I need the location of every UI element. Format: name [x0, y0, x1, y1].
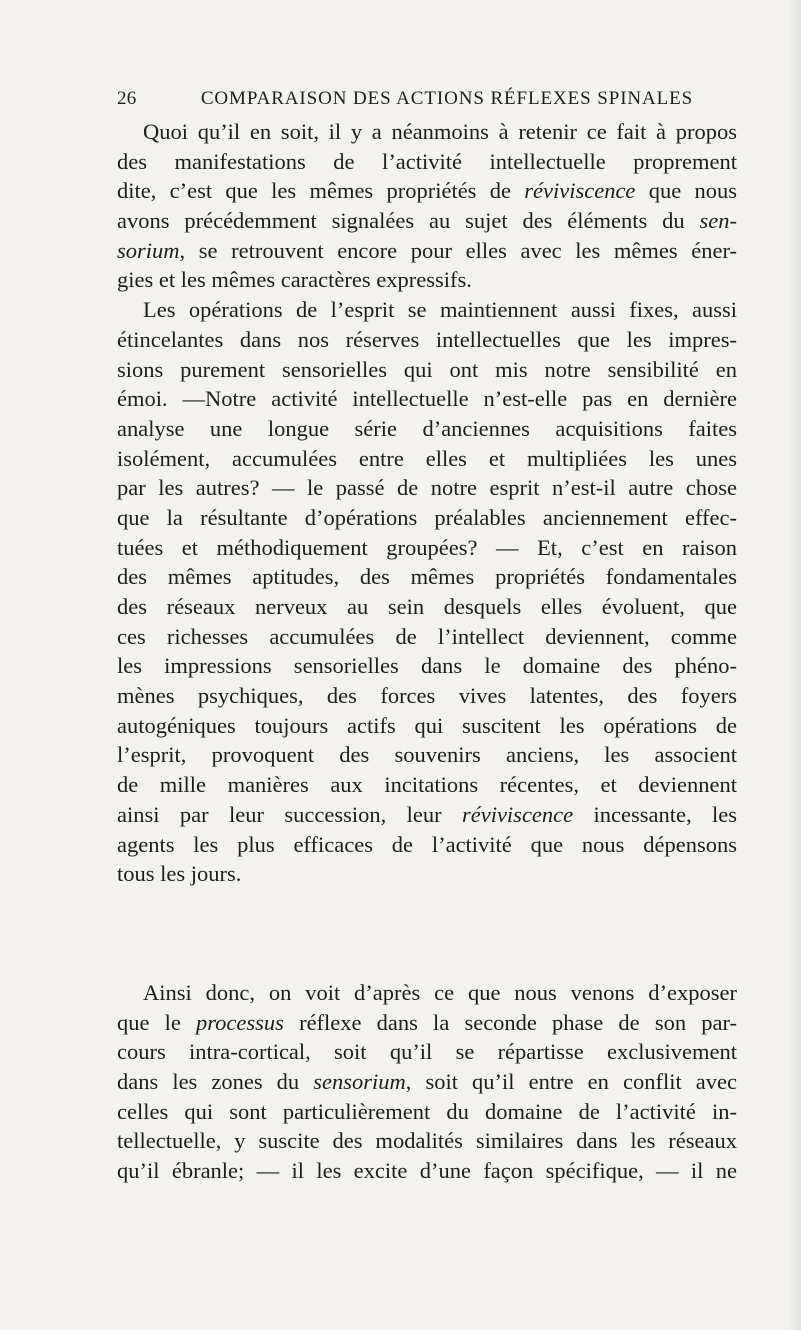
text-line: [117, 444, 737, 474]
text-line: [117, 800, 737, 830]
text-run: l’esprit, provoquent des souvenirs anciens, les associent: [117, 742, 737, 768]
text-run: agents les plus efficaces de l’activité que nous dépensons: [117, 831, 737, 857]
text-line: [117, 978, 737, 1008]
text-run: cours intra-cortical, soit qu’il se répartisse exclusivement: [117, 1039, 737, 1065]
text-line: [117, 1037, 737, 1067]
text-line: [117, 740, 737, 770]
text-run: des réseaux nerveux au sein desquels elles évoluent, que: [117, 594, 737, 619]
text-line: [117, 1097, 737, 1127]
text-run: gies et les mêmes caractères expressifs.: [117, 267, 472, 293]
italic-term: processus: [196, 1009, 284, 1035]
text-run: tuées et méthodiquement groupées? — Et, c’est en raison: [117, 534, 737, 560]
text-run: sions purement sensorielles qui ont mis notre sensibilité en: [117, 356, 737, 382]
page-header: [117, 88, 737, 114]
italic-term: sensorium: [313, 1069, 406, 1095]
text-run: émoi. —Notre activité intellectuelle n’est-elle pas en dernière: [117, 386, 737, 412]
text-run: , se retrouvent encore pour elles avec les mêmes éner-: [179, 237, 737, 263]
text-run: incessante, les: [573, 801, 737, 827]
text-line: [117, 206, 737, 236]
paragraph: [117, 978, 737, 1186]
text-run: ces richesses accumulées de l’intellect deviennent, comme: [117, 623, 737, 649]
text-line: [117, 1067, 737, 1097]
text-run: isolément, accumulées entre elles et multipliées les unes: [117, 445, 737, 471]
text-run: Ainsi donc, on voit d’après ce que nous venons d’exposer: [143, 980, 737, 1005]
running-title: COMPARAISON DES ACTIONS RÉFLEXES SPINALES: [200, 88, 694, 109]
text-line: [117, 1008, 737, 1038]
text-run: des manifestations de l’activité intellectuelle proprement: [117, 148, 737, 174]
text-line: [117, 533, 737, 563]
text-run: que la résultante d’opérations préalables anciennement effec-: [117, 504, 737, 530]
page-number: 26: [117, 88, 137, 109]
text-line: [117, 622, 737, 652]
text-line: [117, 355, 737, 385]
text-run: mènes psychiques, des forces vives latentes, des foyers: [117, 683, 737, 709]
body-text-lower: [117, 978, 737, 1186]
text-line: [117, 147, 737, 177]
text-run: dite, c’est que les mêmes propriétés de: [117, 178, 525, 204]
text-line: [117, 681, 737, 711]
text-run: étincelantes dans nos réserves intellectuelles que les impres-: [117, 326, 737, 352]
text-run: , soit qu’il entre en conflit avec: [405, 1069, 737, 1095]
text-line: [117, 384, 737, 414]
italic-term: sorium: [117, 237, 180, 263]
text-line: [117, 1156, 737, 1186]
italic-term: réviviscence: [524, 178, 636, 204]
text-run: par les autres? — le passé de notre esprit n’est-il autre chose: [117, 475, 737, 501]
text-run: Les opérations de l’esprit se maintiennent aussi fixes, aussi: [143, 297, 737, 323]
text-line: [117, 325, 737, 355]
text-line: [117, 770, 737, 800]
text-line: [117, 651, 737, 681]
italic-term: sen-: [699, 208, 737, 234]
text-line: [117, 859, 737, 889]
body-text-upper: [117, 117, 737, 889]
text-run: que le: [117, 1009, 197, 1035]
text-line: [117, 1126, 737, 1156]
text-line: [117, 473, 737, 503]
text-run: que nous: [635, 178, 737, 204]
text-run: celles qui sont particulièrement du domaine de l’activité in-: [117, 1098, 737, 1124]
paragraph: [117, 117, 737, 295]
text-run: qu’il ébranle; — il les excite d’une façon spécifique, — il ne: [117, 1158, 737, 1184]
text-run: avons précédemment signalées au sujet des éléments du: [117, 208, 700, 234]
text-run: Quoi qu’il en soit, il y a néanmoins à retenir ce fait à propos: [143, 119, 737, 144]
text-line: [117, 830, 737, 860]
text-line: [117, 503, 737, 533]
text-run: ainsi par leur succession, leur: [117, 801, 462, 827]
text-run: autogéniques toujours actifs qui suscitent les opérations de: [117, 712, 737, 738]
page-edge-shadow: [787, 0, 801, 1330]
text-line: [117, 236, 737, 266]
italic-term: réviviscence: [461, 801, 574, 827]
text-run: des mêmes aptitudes, des mêmes propriétés fondamentales: [117, 564, 737, 590]
text-run: tellectuelle, y suscite des modalités similaires dans les réseaux: [117, 1128, 737, 1154]
text-run: de mille manières aux incitations récentes, et deviennent: [117, 772, 737, 798]
text-line: [117, 592, 737, 622]
text-run: dans les zones du: [117, 1069, 314, 1095]
text-line: [117, 414, 737, 444]
text-line: [117, 176, 737, 206]
text-line: [117, 711, 737, 741]
text-line: [117, 265, 737, 295]
text-run: réflexe dans la seconde phase de son par-: [283, 1009, 737, 1035]
text-run: tous les jours.: [117, 861, 242, 887]
text-line: [117, 562, 737, 592]
text-run: analyse une longue série d’anciennes acquisitions faites: [117, 415, 737, 441]
text-line: [117, 117, 737, 147]
paragraph: [117, 295, 737, 889]
text-run: les impressions sensorielles dans le domaine des phéno-: [117, 653, 737, 679]
text-line: [117, 295, 737, 325]
